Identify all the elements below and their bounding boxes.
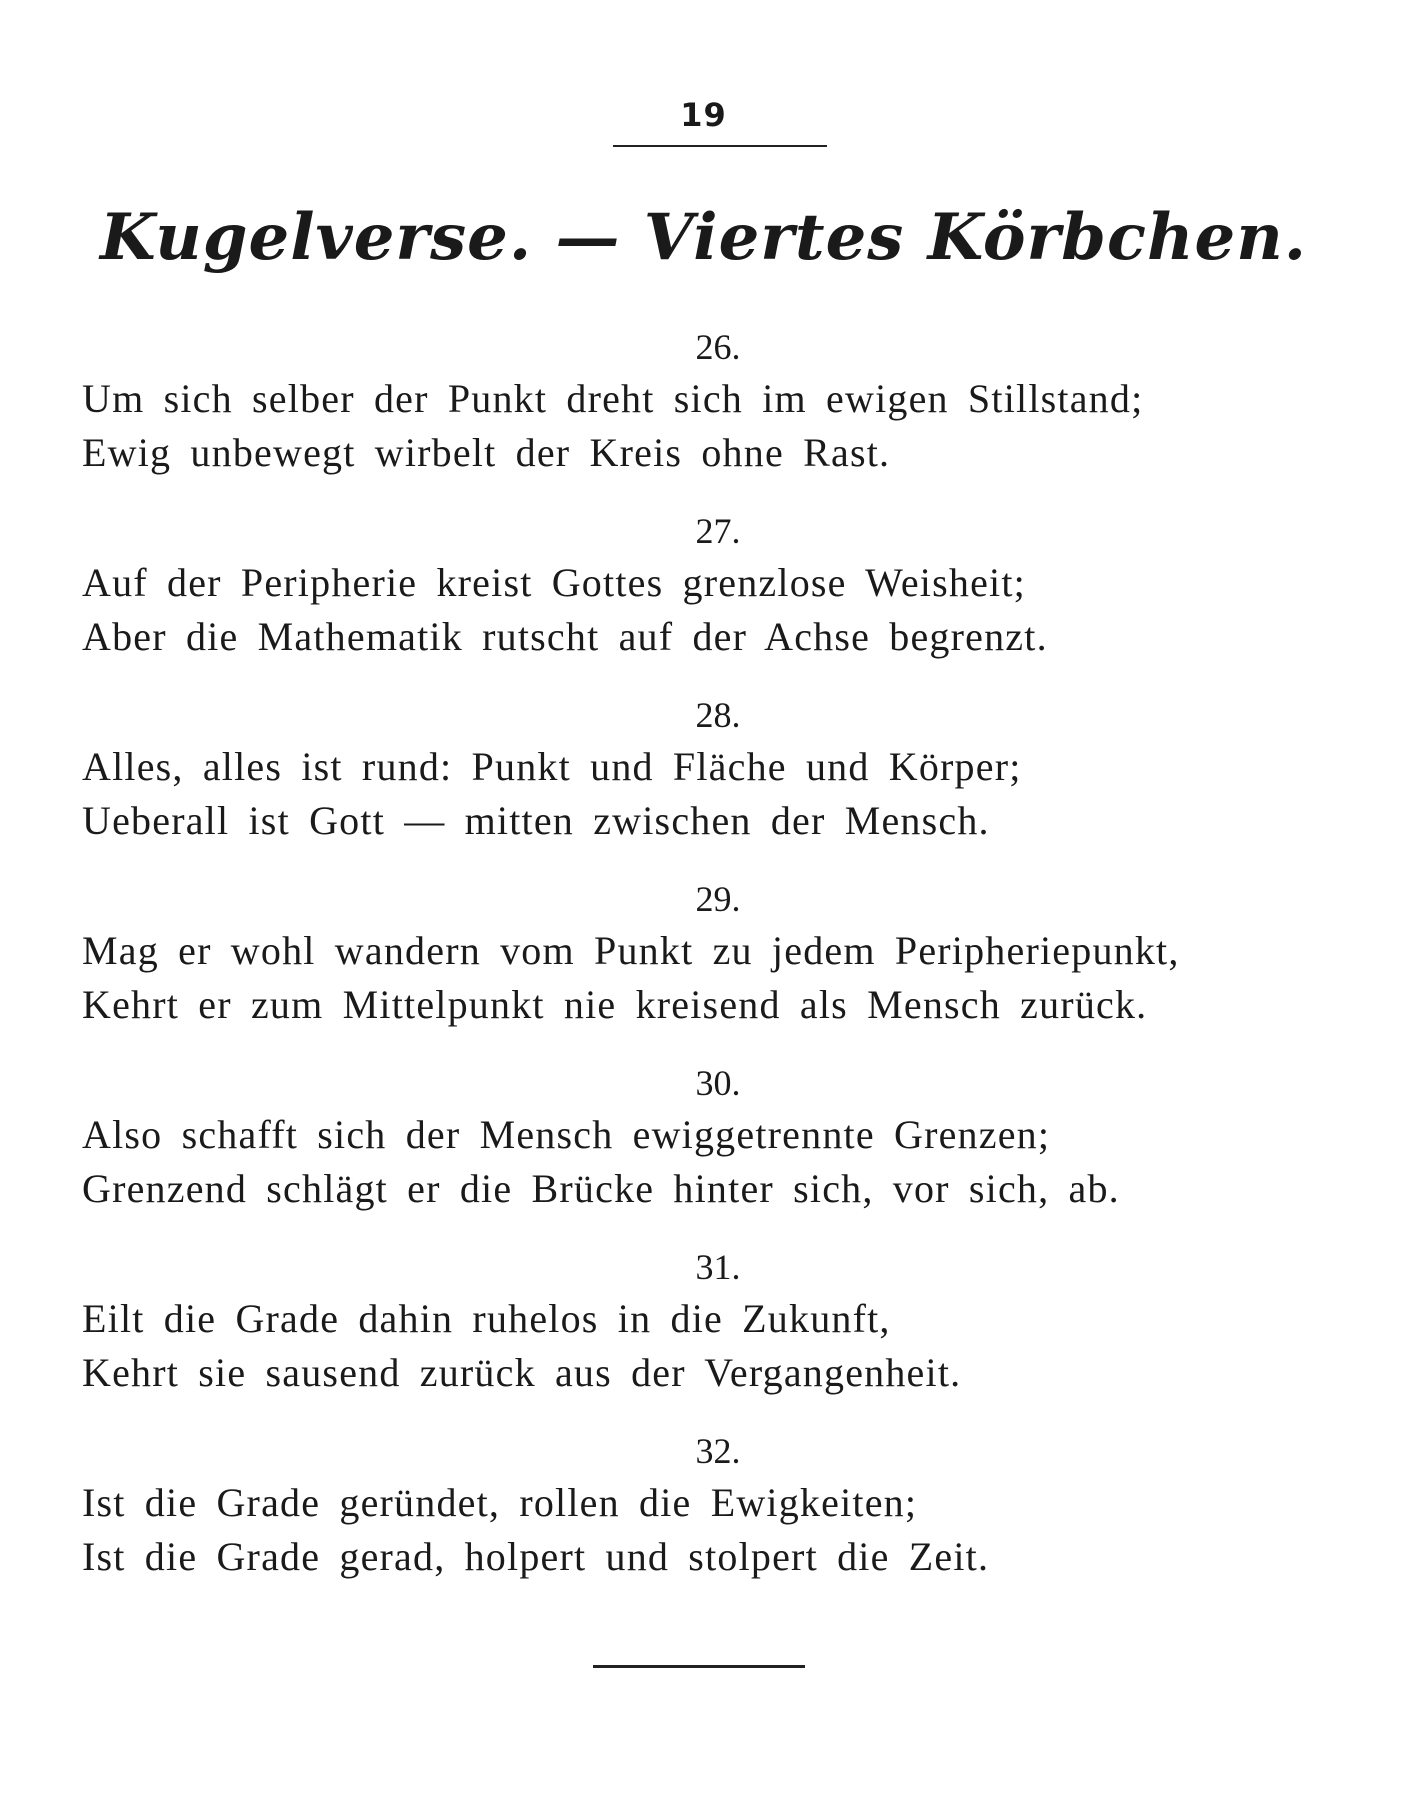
- verse-number: 29.: [695, 879, 741, 919]
- verse-line: Ist die Grade gerad, holpert und stolpert die Zeit.: [82, 1534, 990, 1579]
- verse-number: 27.: [695, 511, 741, 551]
- verse-line: Ewig unbewegt wirbelt der Kreis ohne Rast.: [82, 430, 891, 475]
- verse-28: [82, 694, 1322, 848]
- page-number: 19: [680, 96, 727, 134]
- verse-number: 30.: [695, 1063, 741, 1103]
- verse-line: Ist die Grade geründet, rollen die Ewigkeiten;: [82, 1480, 918, 1525]
- verse-32: [82, 1430, 1322, 1584]
- verse-line: Ueberall ist Gott — mitten zwischen der Mensch.: [82, 798, 990, 843]
- verse-line: Mag er wohl wandern vom Punkt zu jedem Peripheriepunkt,: [82, 928, 1180, 973]
- verse-line: Grenzend schlägt er die Brücke hinter sich, vor sich, ab.: [82, 1166, 1120, 1211]
- page-title: Kugelverse. — Viertes Körbchen.: [99, 200, 1308, 275]
- verse-line: Also schafft sich der Mensch ewiggetrennte Grenzen;: [82, 1112, 1051, 1157]
- verse-line: Um sich selber der Punkt dreht sich im ewigen Stillstand;: [82, 376, 1144, 421]
- verse-line: Kehrt sie sausend zurück aus der Vergangenheit.: [82, 1350, 962, 1395]
- verse-number: 32.: [695, 1431, 741, 1471]
- footer-rule: [593, 1665, 805, 1668]
- verse-line: Eilt die Grade dahin ruhelos in die Zukunft,: [82, 1296, 891, 1341]
- verse-line: Auf der Peripherie kreist Gottes grenzlose Weisheit;: [82, 560, 1026, 605]
- verse-number: 31.: [695, 1247, 741, 1287]
- verse-number: 26.: [695, 327, 741, 367]
- verse-line: Alles, alles ist rund: Punkt und Fläche und Körper;: [82, 744, 1022, 789]
- verse-line: Kehrt er zum Mittelpunkt nie kreisend als Mensch zurück.: [82, 982, 1148, 1027]
- header-rule: [613, 145, 827, 147]
- verse-line: Aber die Mathematik rutscht auf der Achse begrenzt.: [82, 614, 1048, 659]
- verse-list: [82, 326, 1322, 1614]
- verse-27: [82, 510, 1322, 664]
- verse-number: 28.: [695, 695, 741, 735]
- verse-29: [82, 878, 1322, 1032]
- verse-30: [82, 1062, 1322, 1216]
- verse-31: [82, 1246, 1322, 1400]
- verse-26: [82, 326, 1322, 480]
